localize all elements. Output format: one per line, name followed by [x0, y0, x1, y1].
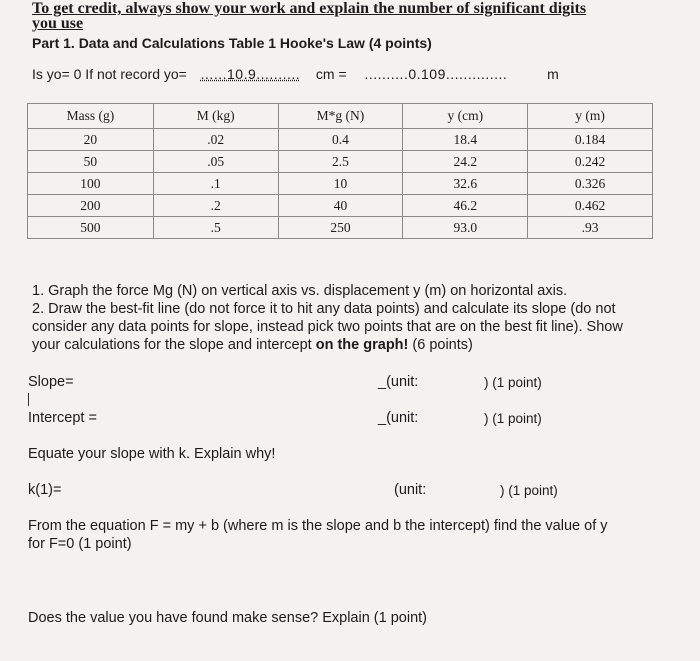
k-unit-label: (unit: — [394, 482, 427, 498]
hookes-law-data-table — [27, 103, 653, 239]
y0-m-unit: m — [547, 66, 559, 82]
instruction-points: (6 points) — [408, 337, 473, 353]
col-header-force-n: M*g (N) — [278, 104, 403, 129]
k-label: k(1)= — [28, 482, 62, 498]
col-header-mass-g: Mass (g) — [28, 104, 154, 129]
instruction-item-2-line1: 2. Draw the best-fit line (do not force it to hit any data points) and calculate its slope (do not — [32, 301, 616, 317]
equate-slope-instruction: Equate your slope with k. Explain why! — [28, 446, 276, 462]
slope-points: ) (1 point) — [484, 375, 542, 390]
table-row — [28, 217, 653, 239]
text-cursor — [28, 393, 29, 406]
instruction-text: your calculations for the slope and intercept — [32, 337, 316, 353]
header-instruction-line2: you use — [32, 15, 84, 32]
table-cell: .2 — [153, 195, 278, 217]
intercept-points: ) (1 point) — [484, 411, 542, 426]
table-cell: 40 — [278, 195, 403, 217]
table-cell: 0.326 — [528, 173, 653, 195]
table-row — [28, 129, 653, 151]
col-header-y-cm: y (cm) — [403, 104, 528, 129]
table-cell: 2.5 — [278, 151, 403, 173]
table-cell: 18.4 — [403, 129, 528, 151]
instruction-item-2-line3 — [32, 337, 473, 353]
intercept-label: Intercept = — [28, 410, 97, 426]
table-row — [28, 173, 653, 195]
table-row — [28, 151, 653, 173]
table-cell: .05 — [153, 151, 278, 173]
table-cell: 10 — [278, 173, 403, 195]
y0-prompt: Is yo= 0 If not record yo= — [32, 66, 187, 82]
table-cell: 100 — [28, 173, 154, 195]
col-header-mass-kg: M (kg) — [153, 104, 278, 129]
slope-unit-label: _(unit: — [378, 374, 419, 390]
table-header-row — [28, 104, 653, 129]
equation-question-line2: for F=0 (1 point) — [28, 536, 132, 552]
instruction-item-1: 1. Graph the force Mg (N) on vertical axis vs. displacement y (m) on horizontal axis. — [32, 283, 568, 299]
table-row — [28, 195, 653, 217]
y0-cm-value: ......10.9.......... — [200, 66, 301, 82]
table-cell: .5 — [153, 217, 278, 239]
table-cell: 250 — [278, 217, 403, 239]
intercept-unit-label: _(unit: — [378, 410, 419, 426]
instruction-item-2-line2: consider any data points for slope, instead pick two points that are on the best fit line). Show — [32, 319, 623, 335]
table-cell: 32.6 — [403, 173, 528, 195]
y0-m-value: ..........0.109.............. — [364, 66, 508, 82]
col-header-y-m: y (m) — [528, 104, 653, 129]
y0-record-line — [32, 66, 559, 82]
table-cell: 500 — [28, 217, 154, 239]
table-cell: 93.0 — [403, 217, 528, 239]
table-cell: 0.242 — [528, 151, 653, 173]
table-cell: 50 — [28, 151, 154, 173]
table-cell: 0.184 — [528, 129, 653, 151]
instruction-emphasis: on the graph! — [315, 337, 409, 353]
equation-question-line1: From the equation F = my + b (where m is the slope and b the intercept) find the value of y — [28, 518, 608, 534]
table-cell: 20 — [28, 129, 154, 151]
table-cell: 24.2 — [403, 151, 528, 173]
table-cell: .1 — [153, 173, 278, 195]
k-points: ) (1 point) — [500, 483, 558, 498]
table-cell: .93 — [528, 217, 653, 239]
table-cell: .02 — [153, 129, 278, 151]
table-cell: 200 — [28, 195, 154, 217]
part-title: Part 1. Data and Calculations Table 1 Hooke's Law (4 points) — [32, 35, 432, 51]
table-cell: 46.2 — [403, 195, 528, 217]
header-instruction-line1: To get credit, always show your work and explain the number of significant digits — [32, 0, 587, 17]
slope-label: Slope= — [28, 374, 74, 390]
y0-cm-unit: cm = — [315, 66, 347, 82]
sense-question: Does the value you have found make sense? Explain (1 point) — [28, 610, 427, 626]
table-cell: 0.462 — [528, 195, 653, 217]
table-cell: 0.4 — [278, 129, 403, 151]
